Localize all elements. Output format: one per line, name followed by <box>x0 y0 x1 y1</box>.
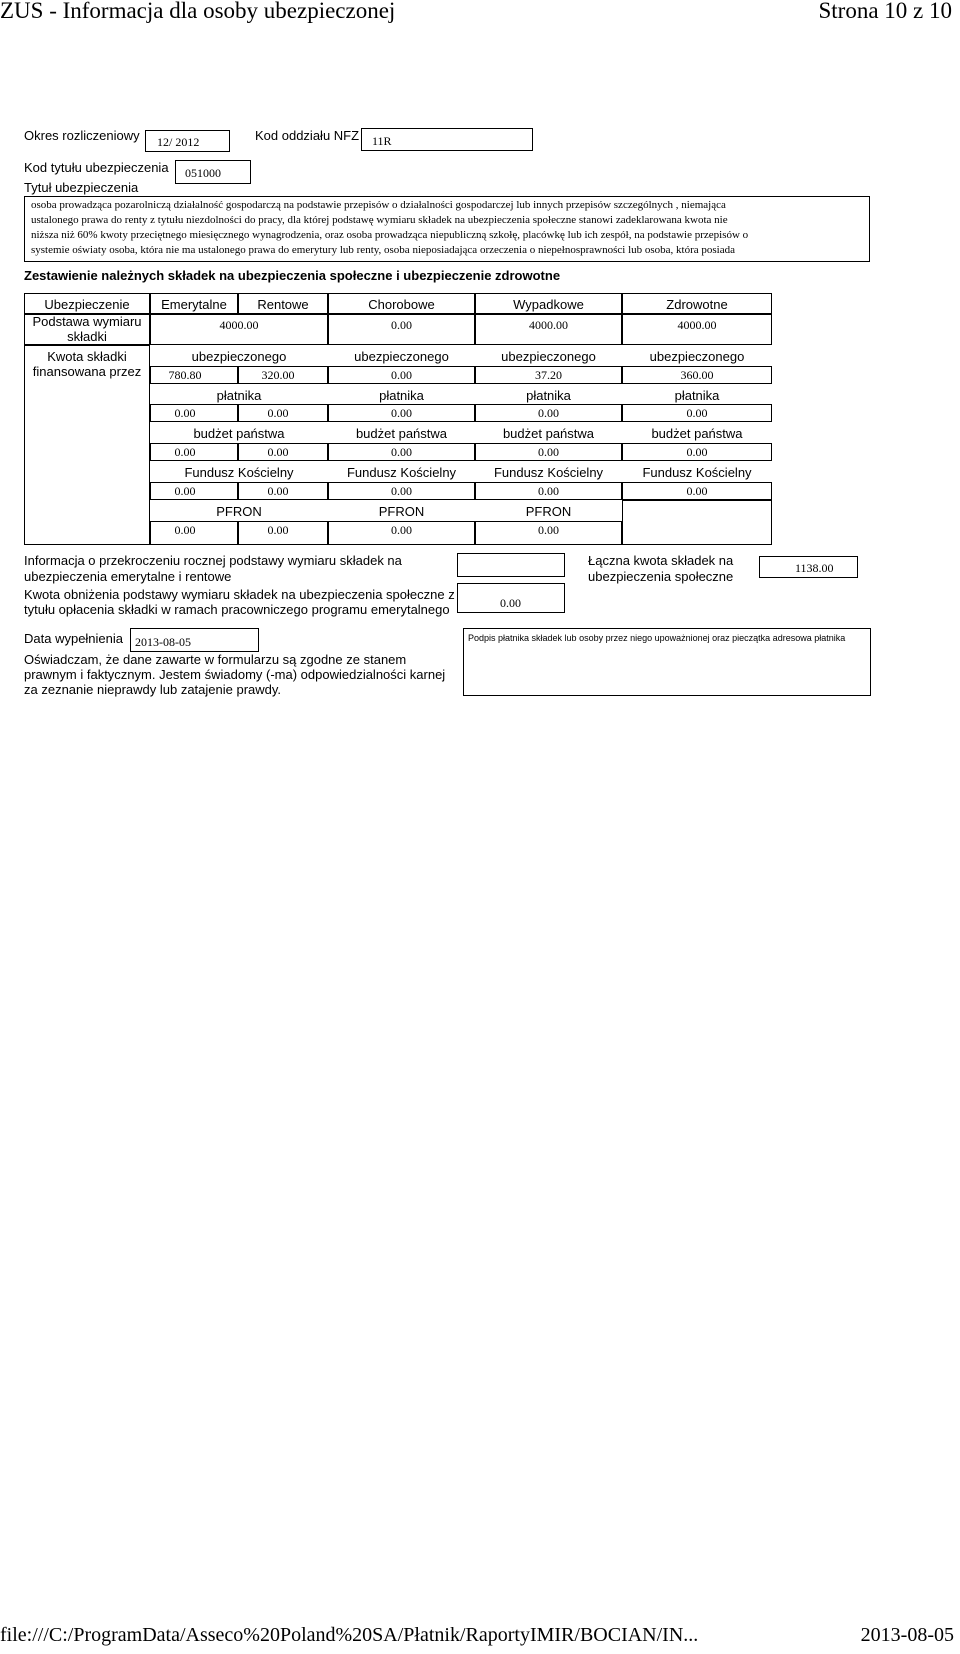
document-title: ZUS - Informacja dla osoby ubezpieczonej <box>0 0 396 23</box>
label-payer: płatnika <box>674 388 720 403</box>
row-label-amount: Kwota składki finansowana przez <box>32 349 142 379</box>
amount-church-rentowe: 0.00 <box>267 484 289 498</box>
insurance-title-line: systemie oświaty osoba, która nie ma ustalonego prawa do emerytury lub renty, osoba nieposiadająca orzeczenia o niepełnosprawności lub osoba, która posiada <box>31 244 735 256</box>
exceed-field <box>457 553 565 577</box>
amount-payer-wypadkowe: 0.00 <box>538 406 559 420</box>
reduction-label: tytułu opłacenia składki w ramach pracowniczego programu emerytalnego <box>24 602 450 617</box>
col-header-zdrowotne: Zdrowotne <box>666 297 728 312</box>
label-payer: płatnika <box>379 388 424 403</box>
col-header-chorobowe: Chorobowe <box>368 297 435 312</box>
total-value: 1138.00 <box>795 561 834 575</box>
amount-budget-rentowe: 0.00 <box>267 445 289 459</box>
label-church-fund: Fundusz Kościelny <box>184 465 294 480</box>
amount-budget-chorobowe: 0.00 <box>391 445 412 459</box>
col-header-emerytalne: Emerytalne <box>161 297 227 312</box>
label-budget: budżet państwa <box>193 426 285 441</box>
total-label: Łączna kwota składek na <box>588 553 734 568</box>
amount-insured-rentowe: 320.00 <box>261 368 295 382</box>
label-church-fund: Fundusz Kościelny <box>493 465 604 480</box>
label-church-fund: Fundusz Kościelny <box>346 465 457 480</box>
amount-payer-emerytalne: 0.00 <box>174 406 196 420</box>
footer-date: 2013-08-05 <box>860 1624 954 1646</box>
amount-pfron-chorobowe: 0.00 <box>391 523 412 537</box>
label-payer: płatnika <box>526 388 571 403</box>
insurance-code-label: Kod tytułu ubezpieczenia <box>24 160 169 175</box>
label-payer: płatnika <box>216 388 262 403</box>
reduction-value: 0.00 <box>500 596 521 610</box>
period-label: Okres rozliczeniowy <box>24 128 140 143</box>
statement-line: prawnym i faktycznym. Jestem świadomy (-ma) odpowiedzialności karnej <box>24 667 446 682</box>
reduction-label: Kwota obniżenia podstawy wymiaru składek na ubezpieczenia społeczne z <box>24 587 455 602</box>
insurance-title-line: osoba prowadząca pozarolniczą działalność gospodarczą na podstawie przepisów o działalności gospodarczej lub innych przepisów szczególnych , niemająca <box>31 199 726 211</box>
base-wypadkowe: 4000.00 <box>529 318 568 332</box>
statement-line: Oświadczam, że dane zawarte w formularzu są zgodne ze stanem <box>24 652 407 667</box>
amount-church-emerytalne: 0.00 <box>174 484 196 498</box>
label-insured: ubezpieczonego <box>649 349 745 364</box>
amount-insured-zdrowotne: 360.00 <box>680 368 714 382</box>
label-budget: budżet państwa <box>355 426 448 441</box>
exceed-label: Informacja o przekroczeniu rocznej podstawy wymiaru składek na <box>24 553 402 568</box>
amount-pfron-wypadkowe: 0.00 <box>538 523 559 537</box>
label-pfron: PFRON <box>216 504 262 519</box>
base-zdrowotne: 4000.00 <box>677 318 717 332</box>
label-pfron: PFRON <box>378 504 425 519</box>
page-number: Strona 10 z 10 <box>818 0 952 23</box>
insurance-title-label: Tytuł ubezpieczenia <box>24 180 139 195</box>
amount-insured-emerytalne: 780.80 <box>168 368 202 382</box>
amount-church-wypadkowe: 0.00 <box>538 484 559 498</box>
period-field <box>145 130 230 152</box>
reduction-field <box>457 583 565 613</box>
amount-payer-chorobowe: 0.00 <box>391 406 412 420</box>
nfz-label: Kod oddziału NFZ <box>255 128 360 143</box>
amount-church-zdrowotne: 0.00 <box>686 484 708 498</box>
fill-date-label: Data wypełnienia <box>24 631 124 646</box>
nfz-field <box>361 128 533 151</box>
amount-insured-wypadkowe: 37.20 <box>535 368 562 382</box>
amount-church-chorobowe: 0.00 <box>391 484 412 498</box>
amount-payer-zdrowotne: 0.00 <box>686 406 708 420</box>
label-church-fund: Fundusz Kościelny <box>642 465 752 480</box>
fill-date-value: 2013-08-05 <box>135 635 191 649</box>
insurance-title-line: niższa niż 60% kwoty przeciętnego miesięcznego wynagrodzenia, oraz osoba prowadząca niepubliczną szkołę, placówkę lub ich zespół, na podstawie przepisów o <box>31 229 749 241</box>
col-header-wypadkowe: Wypadkowe <box>513 297 584 312</box>
footer-path: file:///C:/ProgramData/Asseco%20Poland%20SA/Płatnik/RaportyIMIR/BOCIAN/IN... <box>0 1624 699 1646</box>
label-pfron: PFRON <box>525 504 572 519</box>
label-budget: budżet państwa <box>651 426 743 441</box>
insurance-code-value: 051000 <box>185 166 221 180</box>
exceed-label: ubezpieczenia emerytalne i rentowe <box>24 569 232 584</box>
col-header-insurance: Ubezpieczenie <box>44 297 130 312</box>
amount-budget-zdrowotne: 0.00 <box>686 445 708 459</box>
amount-payer-rentowe: 0.00 <box>267 406 289 420</box>
nfz-value: 11R <box>372 134 392 148</box>
amount-pfron-rentowe: 0.00 <box>267 523 289 537</box>
signature-caption: Podpis płatnika składek lub osoby przez niego upoważnionej oraz pieczątka adresowa płatnika <box>468 633 846 643</box>
row-label-base: Podstawa wymiaru składki <box>32 314 142 344</box>
statement-line: za zeznanie nieprawdy lub zatajenie prawdy. <box>24 682 282 697</box>
insurance-code-field <box>175 160 251 184</box>
col-header-rentowe: Rentowe <box>257 297 309 312</box>
fill-date-field <box>130 628 259 652</box>
label-insured: ubezpieczonego <box>354 349 449 364</box>
label-insured: ubezpieczonego <box>501 349 596 364</box>
total-label: ubezpieczenia społeczne <box>588 569 734 584</box>
contributions-table <box>24 293 752 545</box>
label-budget: budżet państwa <box>502 426 595 441</box>
amount-pfron-emerytalne: 0.00 <box>174 523 196 537</box>
insurance-title-box <box>24 196 870 262</box>
amount-budget-emerytalne: 0.00 <box>174 445 196 459</box>
total-field <box>759 556 858 578</box>
signature-box <box>463 628 871 696</box>
base-chorobowe: 0.00 <box>391 318 412 332</box>
amount-budget-wypadkowe: 0.00 <box>538 445 559 459</box>
insurance-title-line: ustalonego prawa do renty z tytułu niezdolności do pracy, dla której podstawę wymiaru składek na ubezpieczenia społeczne stanowi zadeklarowana kwota nie <box>31 214 728 226</box>
period-value: 12/ 2012 <box>157 135 200 149</box>
label-insured: ubezpieczonego <box>191 349 287 364</box>
summary-heading: Zestawienie należnych składek na ubezpieczenia społeczne i ubezpieczenie zdrowotne <box>24 268 561 283</box>
amount-insured-chorobowe: 0.00 <box>391 368 412 382</box>
base-emerytalne-rentowe: 4000.00 <box>219 318 259 332</box>
